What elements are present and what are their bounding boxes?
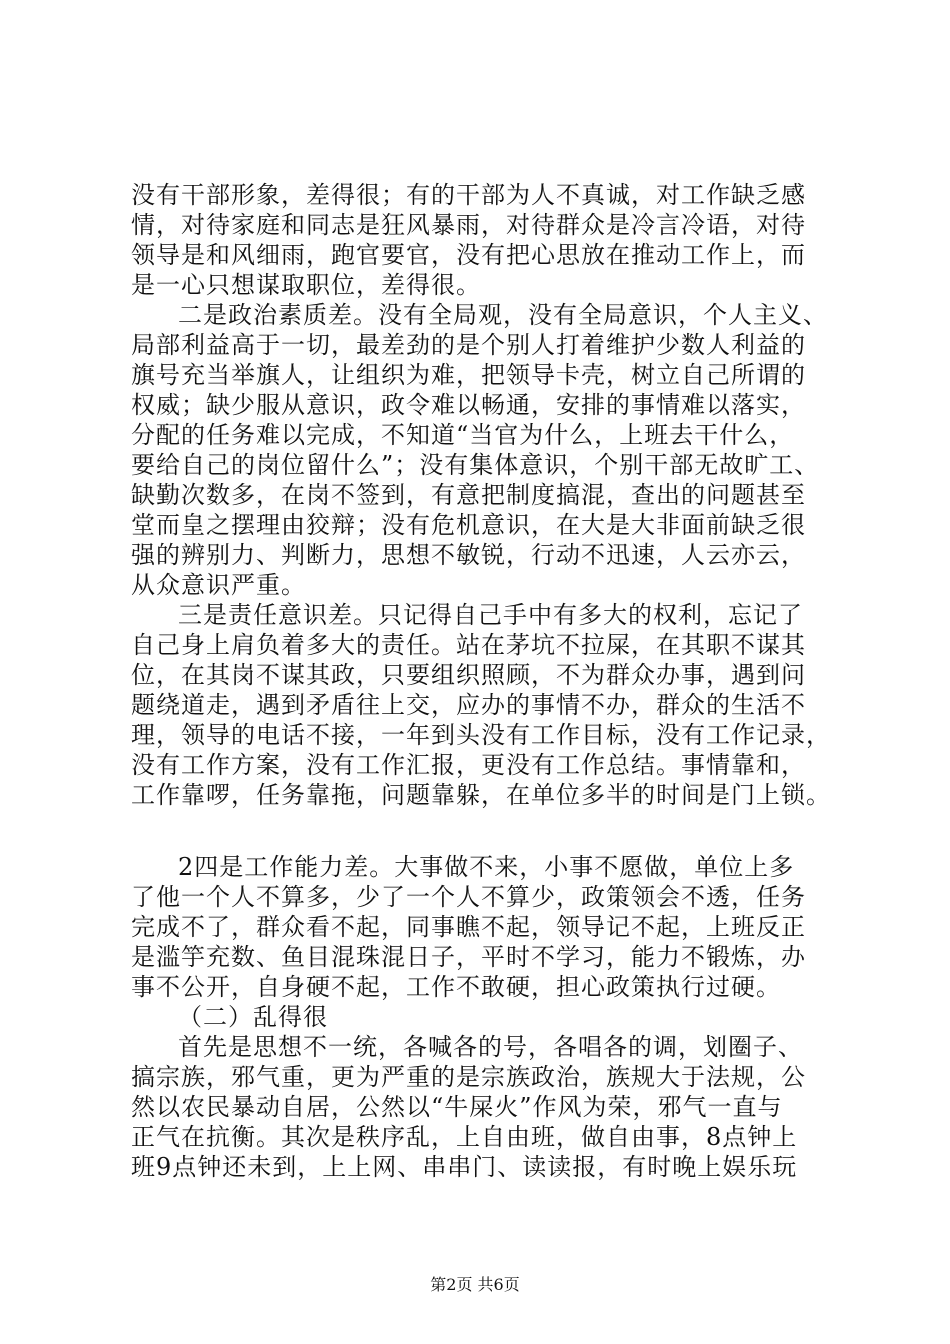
text-line: 工作靠啰，任务靠拖，问题靠躲，在单位多半的时间是门上锁。 (131, 781, 831, 809)
text-line: 缺勤次数多，在岗不签到，有意把制度搞混，查出的问题甚至 (131, 481, 806, 509)
text-line: 领导是和风细雨，跑官要官，没有把心思放在推动工作上，而 (131, 241, 806, 269)
text-line: 是一心只想谋取职位，差得很。 (131, 271, 481, 299)
text-line: 堂而皇之摆理由狡辩；没有危机意识，在大是大非面前缺乏很 (131, 511, 806, 539)
text-line: 没有干部形象，差得很；有的干部为人不真诚，对工作缺乏感 (131, 181, 806, 209)
page-number-footer: 第2页 共6页 (430, 1275, 520, 1294)
text-line: 班9点钟还未到，上上网、串串门、读读报，有时晚上娱乐玩 (131, 1153, 798, 1181)
text-line: 事不公开，自身硬不起，工作不敢硬，担心政策执行过硬。 (131, 973, 781, 1001)
text-line: 要给自己的岗位留什么”；没有集体意识，个别干部无故旷工、 (131, 451, 820, 479)
text-line: 二是政治素质差。没有全局观，没有全局意识，个人主义、 (178, 301, 828, 329)
text-line: 分配的任务难以完成，不知道“当官为什么，上班去干什么， (131, 421, 795, 449)
text-line: 然以农民暴动自居，公然以“牛屎火”作风为荣，邪气一直与 (131, 1093, 783, 1121)
text-line: 2四是工作能力差。大事做不来，小事不愿做，单位上多 (178, 853, 795, 881)
text-line: 正气在抗衡。其次是秩序乱，上自由班，做自由事，8点钟上 (131, 1123, 798, 1151)
text-line: 自己身上肩负着多大的责任。站在茅坑不拉屎，在其职不谋其 (131, 631, 806, 659)
text-line: 局部利益高于一切，最差劲的是个别人打着维护少数人利益的 (131, 331, 806, 359)
text-line: 强的辨别力、判断力，思想不敏锐，行动不迅速，人云亦云， (131, 541, 806, 569)
section-heading: （二）乱得很 (178, 1003, 328, 1031)
text-line: 权威；缺少服从意识，政令难以畅通，安排的事情难以落实， (131, 391, 806, 419)
text-line: 理，领导的电话不接，一年到头没有工作目标，没有工作记录， (131, 721, 831, 749)
text-line: 旗号充当举旗人，让组织为难，把领导卡壳，树立自己所谓的 (131, 361, 806, 389)
text-line: 首先是思想不一统，各喊各的号，各唱各的调，划圈子、 (178, 1033, 803, 1061)
text-line: 位，在其岗不谋其政，只要组织照顾，不为群众办事，遇到问 (131, 661, 806, 689)
text-line: 是滥竽充数、鱼目混珠混日子，平时不学习，能力不锻炼，办 (131, 943, 806, 971)
text-line: 三是责任意识差。只记得自己手中有多大的权利，忘记了 (178, 601, 803, 629)
text-line: 没有工作方案，没有工作汇报，更没有工作总结。事情靠和， (131, 751, 806, 779)
text-line: 情，对待家庭和同志是狂风暴雨，对待群众是冷言冷语，对待 (131, 211, 806, 239)
text-line: 了他一个人不算多，少了一个人不算少，政策领会不透，任务 (131, 883, 806, 911)
text-line: 完成不了，群众看不起，同事瞧不起，领导记不起，上班反正 (131, 913, 806, 941)
text-line: 题绕道走，遇到矛盾往上交，应办的事情不办，群众的生活不 (131, 691, 806, 719)
text-line: 搞宗族，邪气重，更为严重的是宗族政治，族规大于法规，公 (131, 1063, 806, 1091)
text-line: 从众意识严重。 (131, 571, 306, 599)
